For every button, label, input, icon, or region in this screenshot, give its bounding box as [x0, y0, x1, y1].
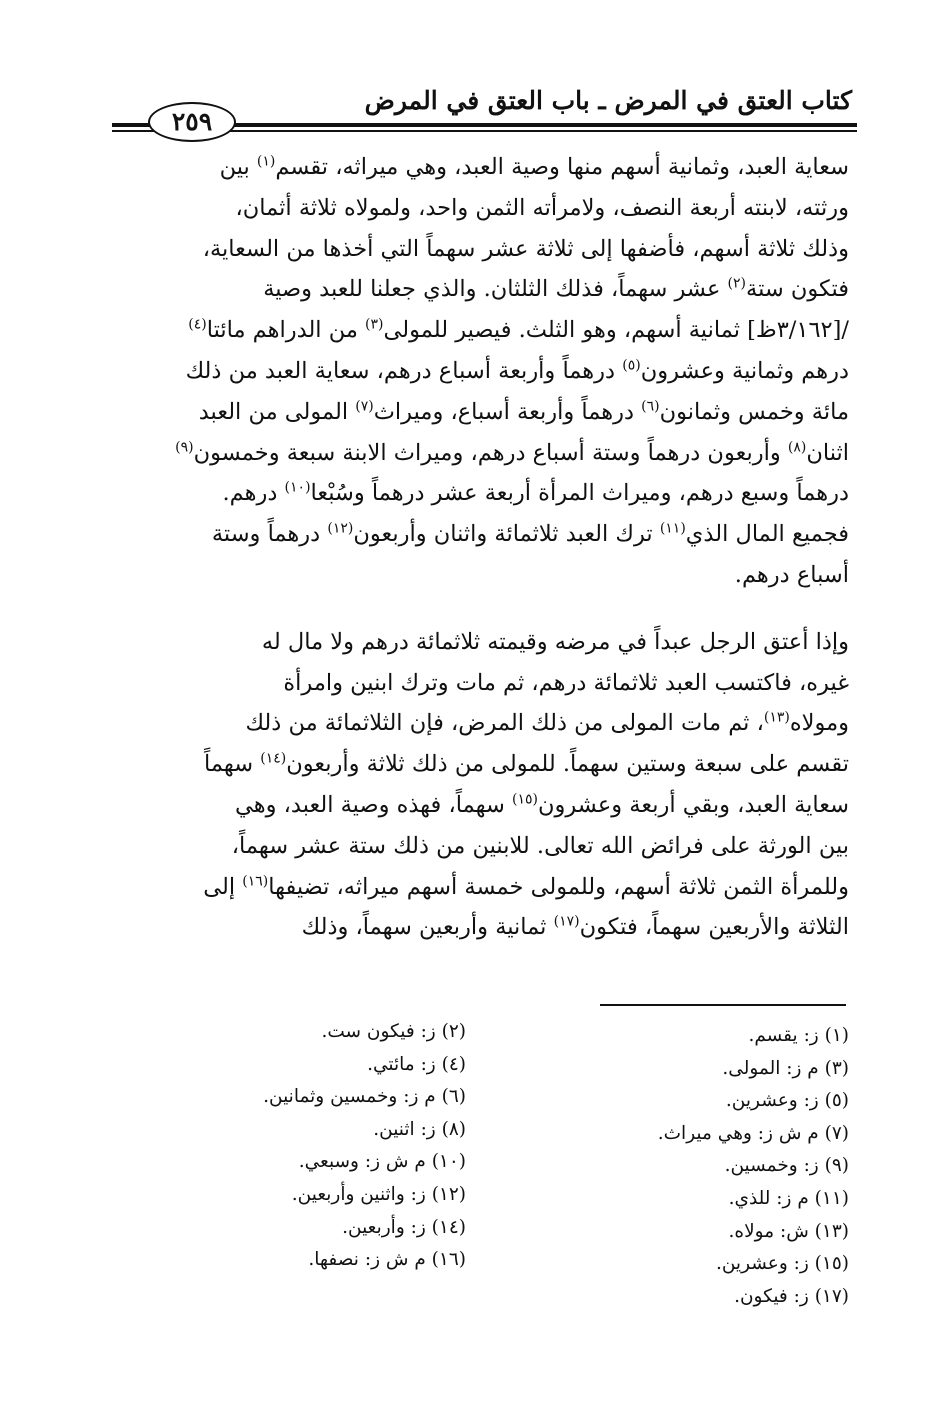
text-segment: عشر سهماً، فذلك الثلثان. والذي جعلنا للعبد وصية [263, 276, 728, 303]
text-segment: تقسم على سبعة وستين سهماً. للمولى من ذلك ثلاثة وأربعون [286, 751, 849, 778]
text-segment: ترك العبد ثلاثمائة واثنان وأربعون [353, 521, 660, 548]
text-segment: أسباع درهم. [734, 561, 849, 588]
text-line [105, 867, 849, 908]
text-segment: ، ثم مات المولى من ذلك المرض، فإن الثلاثمائة من ذلك [245, 710, 764, 737]
text-line [105, 663, 849, 704]
footnote: (٧) م ش ز: وهي ميراث. [657, 1122, 849, 1144]
footnote: (٤) ز: مائتي. [367, 1053, 466, 1075]
text-segment: درهماً وسبع درهم، وميراث المرأة أربعة عشر درهماً وسُبْعا [310, 480, 849, 507]
footnotes-left-column [166, 1016, 466, 1277]
footnotes-right-column [549, 1020, 849, 1313]
text-line [105, 826, 849, 867]
text-segment: وإذا أعتق الرجل عبداً في مرضه وقيمته ثلاثمائة درهم ولا مال له [261, 628, 849, 655]
text-line [105, 433, 849, 474]
footnote-marker: (٤) [188, 316, 207, 333]
footnote: (١٠) م ش ز: وسبعي. [298, 1151, 466, 1173]
footnote-marker: (١٧) [553, 913, 580, 930]
footnote: (٩) ز: وخمسين. [724, 1155, 849, 1177]
text-line [105, 392, 849, 433]
footnote-marker: (٨) [787, 439, 807, 456]
text-segment: سعاية العبد، وثمانية أسهم منها وصية العبد، وهي ميراثه، تقسم [275, 154, 849, 180]
text-segment: درهماً وأربعة أسباع درهم، سعاية العبد من ذلك [185, 357, 623, 384]
footnote-marker: (١٦) [242, 873, 269, 890]
paragraph-1 [105, 147, 849, 596]
text-line [105, 744, 849, 785]
footnote-marker: (٩) [175, 439, 194, 456]
text-segment: ومولاه [789, 710, 849, 737]
text-segment: غيره، فاكتسب العبد ثلاثمائة درهم، ثم مات وترك ابنين وامرأة [283, 669, 849, 696]
footnote-marker: (٣) [365, 316, 384, 333]
footnote-marker: (١١) [659, 520, 686, 537]
footnote-marker: (١) [256, 153, 276, 170]
footnote-marker: (١٤) [260, 750, 287, 767]
text-segment: وذلك ثلاثة أسهم، فأضفها إلى ثلاثة عشر سهماً التي أخذها من السعاية، [202, 235, 849, 262]
text-segment: الثلاثة والأربعين سهماً، فتكون [579, 914, 849, 941]
footnote-marker: (٥) [622, 357, 641, 374]
text-segment: /[٣/١٦٢ظ] ثمانية أسهم، وهو الثلث. فيصير للمولى [383, 317, 849, 344]
footnote: (٦) م ز: وخمسين وثمانين. [263, 1086, 466, 1108]
text-segment: درهم. [222, 480, 285, 507]
text-segment: مائة وخمس وثمانون [659, 398, 849, 425]
footnote: (٣) م ز: المولى. [722, 1057, 849, 1079]
text-line [105, 785, 849, 826]
running-header: كتاب العتق في المرض ـ باب العتق في المرض [364, 86, 852, 115]
text-line [105, 622, 849, 663]
text-line [105, 188, 849, 229]
footnote-marker: (١٣) [763, 709, 790, 726]
footnote-separator [600, 1004, 846, 1006]
text-segment: سهماً [204, 751, 261, 778]
footnote-marker: (٧) [355, 398, 374, 415]
footnote-marker: (٦) [641, 398, 660, 415]
text-line [105, 310, 849, 351]
text-segment: ثمانية وأربعين سهماً، وذلك [301, 914, 554, 941]
text-segment: بين [219, 154, 257, 180]
footnote: (٥) ز: وعشرين. [725, 1090, 849, 1112]
footnote: (١١) م ز: للذي. [728, 1187, 849, 1209]
paragraph-2 [105, 622, 849, 948]
text-line [105, 351, 849, 392]
text-segment: فتكون ستة [746, 276, 849, 303]
text-segment: درهماً وأربعة أسباع، وميراث [373, 398, 642, 425]
text-line [105, 514, 849, 555]
footnote: (٢) ز: فيكون ست. [321, 1021, 466, 1042]
footnote-marker: (١٠) [284, 479, 311, 496]
text-segment: من الدراهم مائتا [206, 317, 366, 344]
text-segment: درهماً وستة [211, 521, 328, 548]
footnote: (٨) ز: اثنين. [373, 1118, 466, 1140]
text-line [105, 703, 849, 744]
text-segment: ورثته، لابنته أربعة النصف، ولامرأته الثمن واحد، ولمولاه ثلاثة أثمان، [235, 194, 849, 221]
text-line [105, 229, 849, 270]
text-segment: فجميع المال الذي [685, 521, 849, 548]
text-line [105, 555, 849, 596]
text-segment: وللمرأة الثمن ثلاثة أسهم، وللمولى خمسة أسهم ميراثه، تضيفها [268, 873, 849, 900]
text-line [105, 269, 849, 310]
footnote: (١٧) ز: فيكون. [734, 1285, 849, 1307]
footnote: (١٥) ز: وعشرين. [715, 1253, 849, 1275]
footnote: (١٤) ز: وأربعين. [342, 1216, 466, 1238]
footnote-marker: (٢) [727, 275, 747, 292]
text-segment: بين الورثة على فرائض الله تعالى. للابنين من ذلك ستة عشر سهماً، [231, 832, 849, 859]
footnote: (١٣) ش: مولاه. [728, 1220, 849, 1242]
text-line [105, 473, 849, 514]
footnote-marker: (١٢) [327, 520, 354, 537]
page-number: ٢٥٩ [148, 102, 236, 142]
text-line [105, 907, 849, 948]
footnote: (١٢) ز: واثنين وأربعين. [291, 1183, 466, 1205]
footnote: (١) ز: يقسم. [748, 1025, 849, 1046]
text-segment: المولى من العبد [198, 398, 356, 425]
text-segment: سهماً، فهذه وصية العبد، وهي [235, 791, 512, 818]
text-segment: إلى [203, 873, 243, 900]
main-text [105, 147, 849, 948]
footnote-marker: (١٥) [511, 791, 538, 808]
text-segment: سعاية العبد، وبقي أربعة وعشرون [537, 791, 849, 818]
text-segment: وأربعون درهماً وستة أسباع درهم، وميراث الابنة سبعة وخمسون [193, 439, 788, 466]
text-segment: درهم وثمانية وعشرون [640, 357, 849, 384]
footnote: (١٦) م ش ز: نصفها. [308, 1249, 466, 1271]
text-line [105, 147, 849, 188]
text-segment: اثنان [806, 439, 849, 466]
